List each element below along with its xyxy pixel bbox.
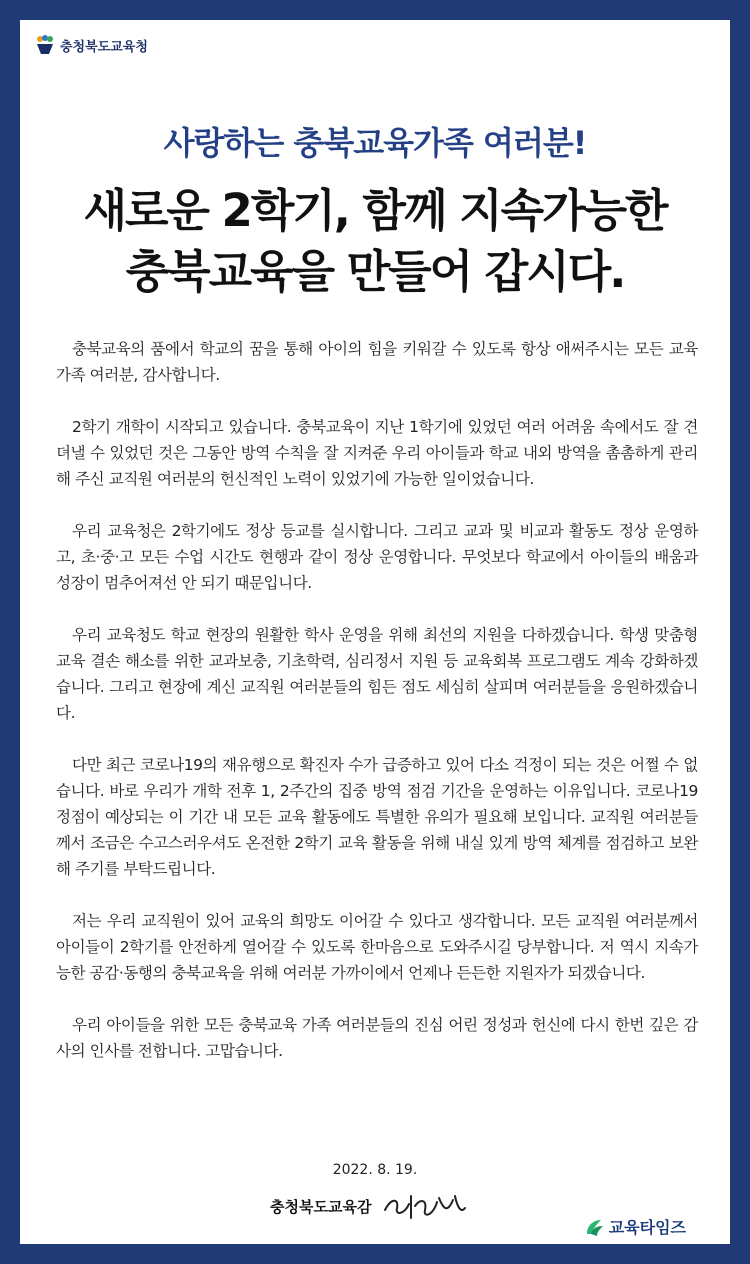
paragraph: 충북교육의 품에서 학교의 꿈을 통해 아이의 힘을 키워갈 수 있도록 항상 애써주시는 모든 교육 가족 여러분, 감사합니다. — [56, 340, 698, 384]
education-times-brand — [583, 1215, 686, 1238]
paragraph: 다만 최근 코로나19의 재유행으로 확진자 수가 급증하고 있어 다소 걱정이 되는 것은 어쩔 수 없습니다. 바로 우리가 개학 전후 1, 2주간의 집중 방역 점검 기간을 운영하는 이유입니다. 코로나19 정점이 예상되는 이 기간 내 모든 교육 활동에도 특별한 유의가 필요해 보입니다. 교직원 여러분들께서 조금은 수고스러우셔도 온전한 2학기 교육 활동을 위해 내실 있게 방역 체계를 점검하고 보완해 주기를 부탁드립니다. — [56, 756, 698, 878]
handwritten-signature-icon — [381, 1188, 467, 1224]
letter-body — [56, 336, 698, 1090]
letter-date: 2022. 8. 19. — [332, 1162, 418, 1178]
paragraph: 우리 교육청도 학교 현장의 원활한 학사 운영을 위해 최선의 지원을 다하겠습니다. 학생 맞춤형 교육 결손 해소를 위한 교과보충, 기초학력, 심리정서 지원 등 교육회복 프로그램도 계속 강화하겠습니다. 그리고 현장에 계신 교직원 여러분들의 힘든 점도 세심히 살피며 여러분들을 응원하겠습니다. — [56, 626, 698, 722]
org-logo — [34, 34, 148, 56]
paragraph: 저는 우리 교직원이 있어 교육의 희망도 이어갈 수 있다고 생각합니다. 모든 교직원 여러분께서 아이들이 2학기를 안전하게 열어갈 수 있도록 한마음으로 도와주시길 당부합니다. 저 역시 지속가능한 공감·동행의 충북교육을 위해 여러분 가까이에서 언제나 든든한 지원자가 되겠습니다. — [56, 912, 698, 982]
brand-name: 교육타임즈 — [608, 1218, 686, 1237]
paragraph: 우리 교육청은 2학기에도 정상 등교를 실시합니다. 그리고 교과 및 비교과 활동도 정상 운영하고, 초·중·고 모든 수업 시간도 현행과 같이 정상 운영합니다. 무엇보다 학교에서 아이들의 배움과 성장이 멈추어져선 안 되기 때문입니다. — [56, 522, 698, 592]
signer-block — [270, 1188, 467, 1224]
headline-line-2: 충북교육을 만들어 갑시다. — [125, 245, 625, 298]
letter-page — [20, 20, 730, 1244]
signer-title: 충청북도교육감 — [270, 1197, 372, 1216]
cheongbuk-education-logo-icon — [34, 34, 56, 56]
headline-line-1: 새로운 2학기, 함께 지속가능한 — [83, 184, 667, 237]
paragraph: 2학기 개학이 시작되고 있습니다. 충북교육이 지난 1학기에 있었던 여러 어려움 속에서도 잘 견뎌낼 수 있었던 것은 그동안 방역 수칙을 잘 지켜준 우리 아이들과 학교 내외 방역을 촘촘하게 관리해 주신 교직원 여러분의 헌신적인 노력이 있었기에 가능한 일이었습니다. — [56, 418, 698, 488]
paragraph: 우리 아이들을 위한 모든 충북교육 가족 여러분들의 진심 어린 정성과 헌신에 다시 한번 깊은 감사의 인사를 전합니다. 고맙습니다. — [56, 1016, 698, 1060]
headline — [20, 180, 730, 302]
education-times-logo-icon — [583, 1216, 605, 1238]
subtitle: 사랑하는 충북교육가족 여러분! — [163, 124, 587, 162]
org-name: 충청북도교육청 — [60, 39, 148, 55]
